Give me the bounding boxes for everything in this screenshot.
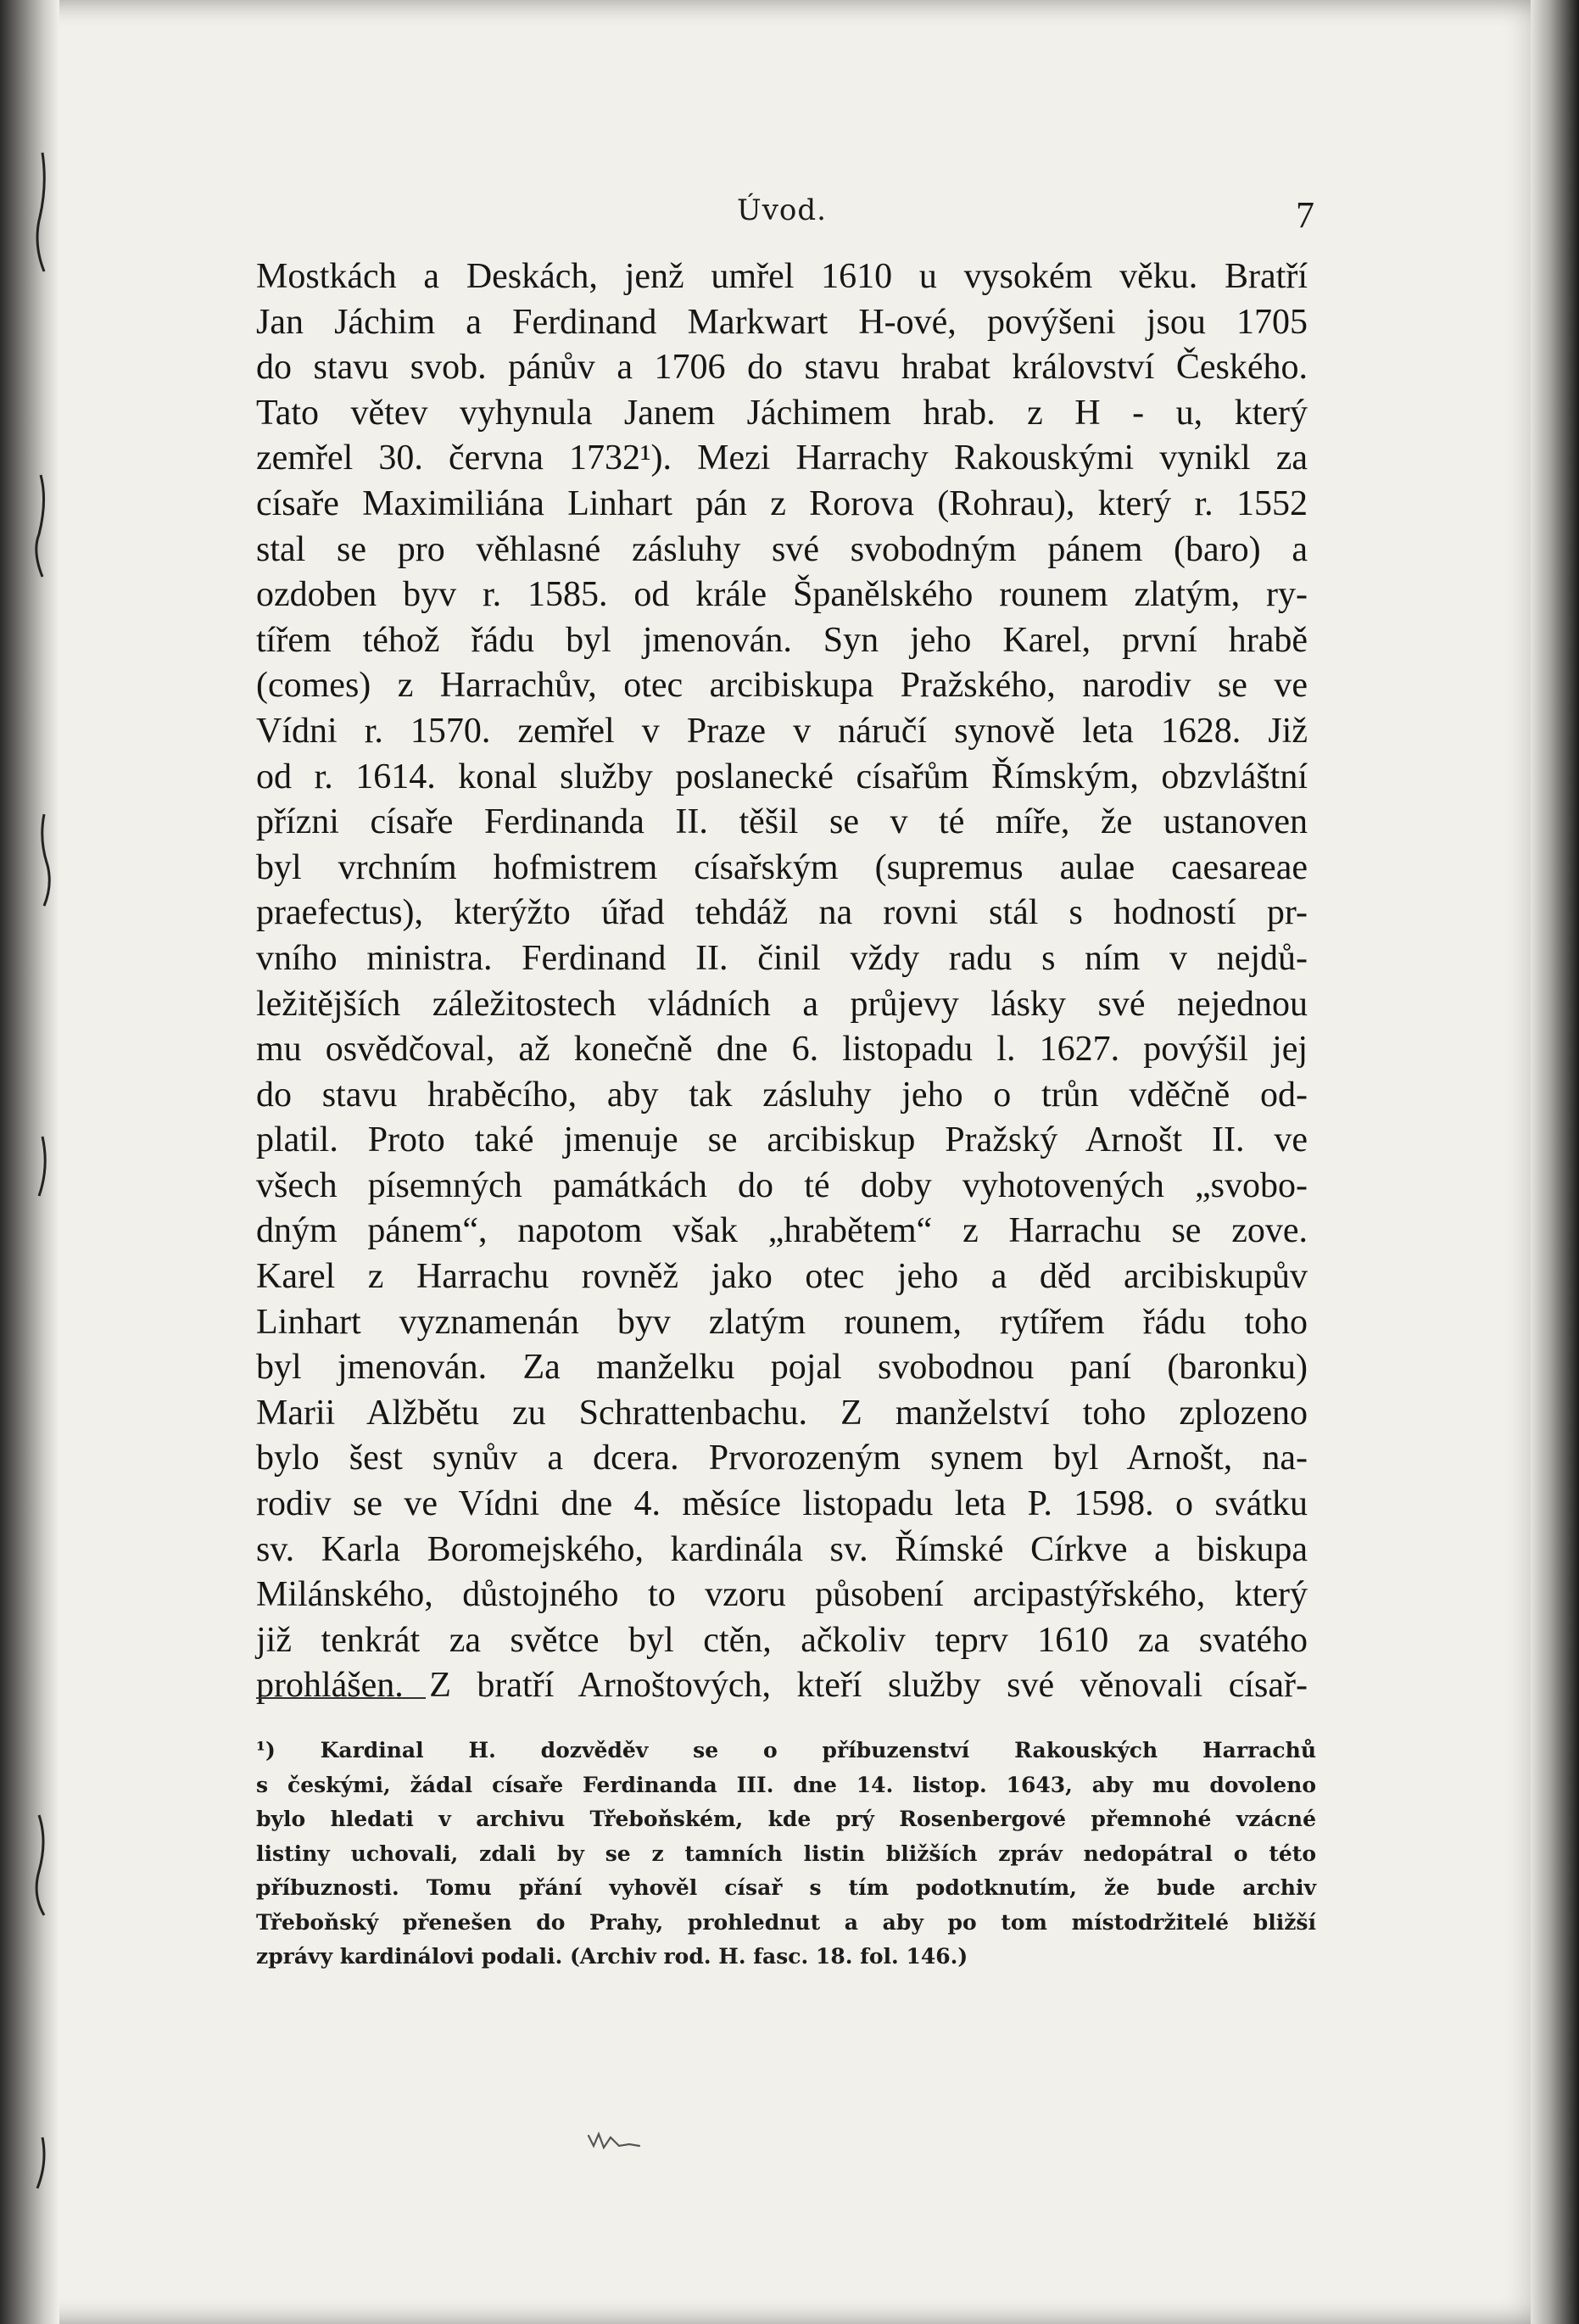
body-line: do stavu svob. pánův a 1706 do stavu hrabat království Českého.: [256, 348, 1308, 388]
body-line: Jan Jáchim a Ferdinand Markwart H-ové, povýšeni jsou 1705: [256, 302, 1308, 342]
body-line: Vídni r. 1570. zemřel v Praze v náručí synově leta 1628. Již: [256, 711, 1308, 751]
body-line: prohlášen. Z bratří Arnoštových, kteří služby své věnovali císař-: [256, 1666, 1308, 1706]
body-text: [256, 254, 1308, 1709]
page-edge-shadow: [1531, 0, 1579, 2324]
body-line: sv. Karla Boromejského, kardinála sv. Římské Církve a biskupa: [256, 1529, 1308, 1569]
body-line: Marii Alžbětu zu Schrattenbachu. Z manželství toho zplozeno: [256, 1393, 1308, 1433]
running-head: Úvod.: [737, 193, 827, 227]
body-line: všech písemných památkách do té doby vyhotovených „svobo-: [256, 1165, 1308, 1205]
pencil-mark-icon: [585, 2127, 644, 2153]
body-line: byl jmenován. Za manželku pojal svobodnou paní (baronku): [256, 1348, 1308, 1388]
footnote-line: s českými, žádal císaře Ferdinanda III. dne 14. listop. 1643, aby mu dovoleno: [256, 1772, 1316, 1797]
binding-marks-icon: [17, 0, 68, 2324]
body-line: zemřel 30. června 1732¹). Mezi Harrachy Rakouskými vynikl za: [256, 439, 1308, 478]
footnote-line: příbuznosti. Tomu přání vyhověl císař s tím podotknutím, že bude archiv: [256, 1875, 1316, 1900]
body-line: již tenkrát za světce byl ctěn, ačkoliv teprv 1610 za svatého: [256, 1620, 1308, 1660]
body-line: ozdoben byv r. 1585. od krále Španělského rounem zlatým, ry-: [256, 575, 1308, 615]
body-line: bylo šest synův a dcera. Prvorozeným synem byl Arnošt, na-: [256, 1439, 1308, 1478]
footnote: [256, 1734, 1316, 1975]
body-line: mu osvědčoval, až konečně dne 6. listopadu l. 1627. povýšil jej: [256, 1030, 1308, 1070]
body-line: Mostkách a Deskách, jenž umřel 1610 u vysokém věku. Bratří: [256, 257, 1308, 296]
footnote-line: listiny uchovali, zdali by se z tamních listin bližších zpráv nedopátral o této: [256, 1841, 1316, 1866]
footnote-line: ¹) Kardinal H. dozvěděv se o příbuzenství Rakouských Harrachů: [256, 1738, 1316, 1763]
body-line: Tato větev vyhynula Janem Jáchimem hrab. z H - u, který: [256, 393, 1308, 433]
footnote-line: zprávy kardinálovi podali. (Archiv rod. H. fasc. 18. fol. 146.): [256, 1944, 968, 1969]
body-line: Milánského, důstojného to vzoru působení arcipastýřského, který: [256, 1575, 1308, 1615]
body-line: platil. Proto také jmenuje se arcibiskup Pražský Arnošt II. ve: [256, 1120, 1308, 1160]
footnote-line: bylo hledati v archivu Třeboňském, kde prý Rosenbergové přemnohé vzácné: [256, 1807, 1316, 1831]
body-line: císaře Maximiliána Linhart pán z Rorova (Rohrau), který r. 1552: [256, 483, 1308, 523]
footnote-line: Třeboňský přenešen do Prahy, prohlednut a aby po tom místodržitelé bližší: [256, 1909, 1316, 1935]
body-line: od r. 1614. konal služby poslanecké císařům Římským, obzvláštní: [256, 757, 1308, 796]
body-line: přízni císaře Ferdinanda II. těšil se v té míře, že ustanoven: [256, 802, 1308, 842]
body-line: praefectus), kterýžto úřad tehdáž na rovni stál s hodností pr-: [256, 893, 1308, 933]
body-line: tířem téhož řádu byl jmenován. Syn jeho Karel, první hrabě: [256, 620, 1308, 660]
body-line: vního ministra. Ferdinand II. činil vždy radu s ním v nejdů-: [256, 938, 1308, 978]
page-header: [256, 193, 1314, 244]
body-line: ležitějších záležitostech vládních a průjevy lásky své nejednou: [256, 984, 1308, 1024]
page-number: 7: [1296, 194, 1314, 236]
body-line: byl vrchním hofmistrem císařským (supremus aulae caesareae: [256, 847, 1308, 887]
body-line: dným pánem“, napotom však „hrabětem“ z Harrachu se zove.: [256, 1211, 1308, 1251]
footnote-rule: [256, 1697, 426, 1699]
body-line: stal se pro věhlasné zásluhy své svobodným pánem (baro) a: [256, 529, 1308, 569]
body-line: Karel z Harrachu rovněž jako otec jeho a děd arcibiskupův: [256, 1257, 1308, 1297]
body-line: Linhart vyznamenán byv zlatým rounem, rytířem řádu toho: [256, 1302, 1308, 1342]
body-line: rodiv se ve Vídni dne 4. měsíce listopadu leta P. 1598. o svátku: [256, 1484, 1308, 1524]
body-line: do stavu hraběcího, aby tak zásluhy jeho o trůn vděčně od-: [256, 1075, 1308, 1115]
body-line: (comes) z Harrachův, otec arcibiskupa Pražského, narodiv se ve: [256, 666, 1308, 706]
